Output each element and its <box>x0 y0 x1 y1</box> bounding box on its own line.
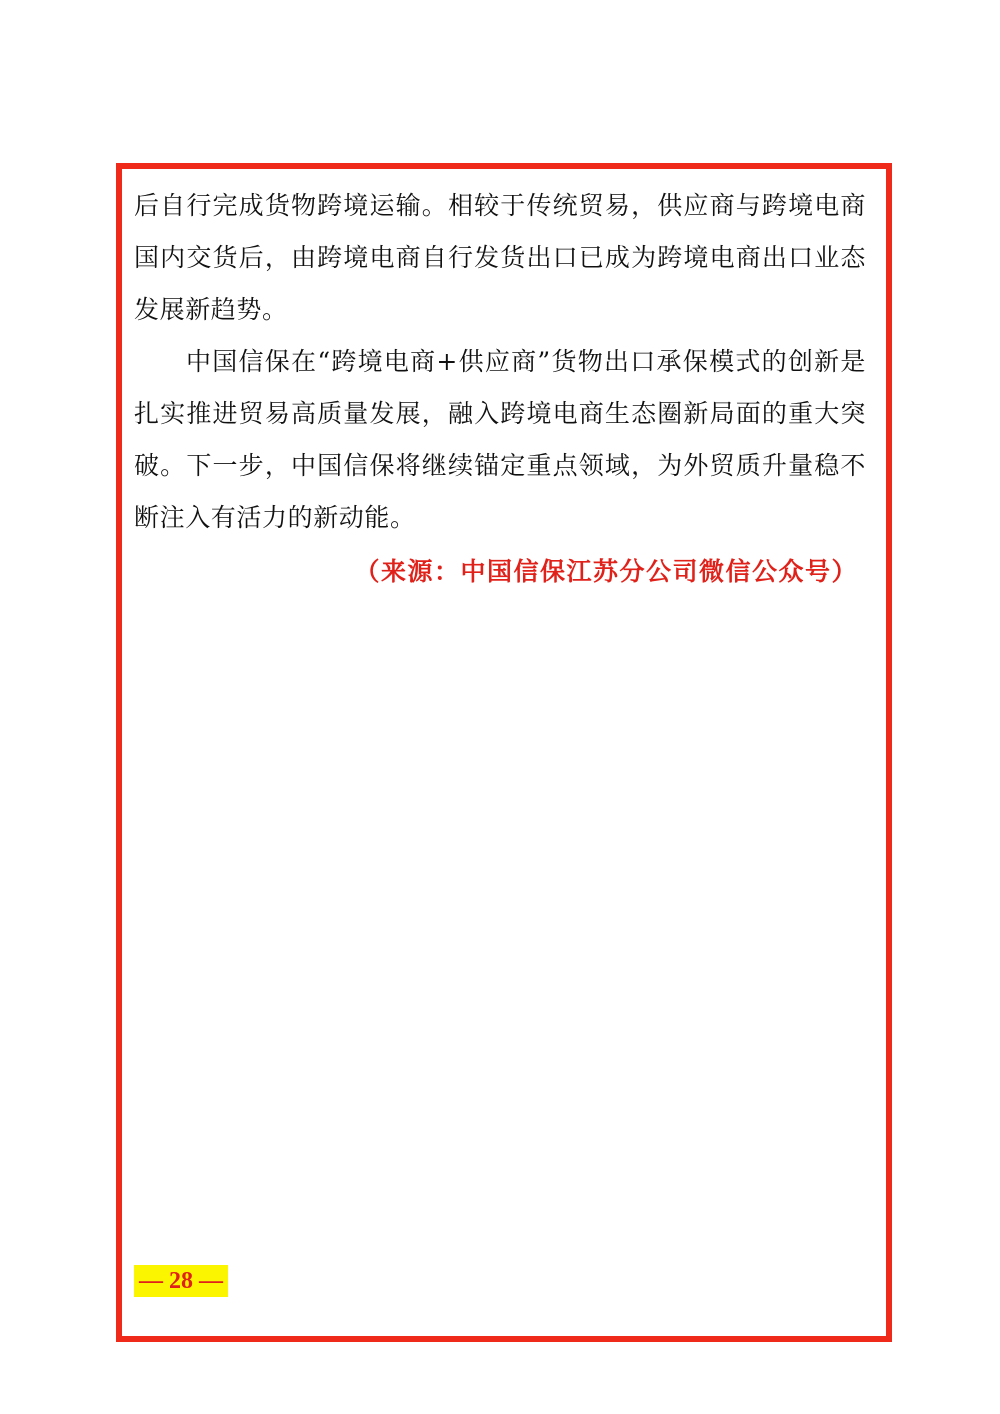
article-body <box>134 180 866 598</box>
source-attribution: （来源：中国信保江苏分公司微信公众号） <box>354 557 858 586</box>
page-number: — 28 — <box>134 1265 228 1297</box>
paragraph-continuation: 后自行完成货物跨境运输。相较于传统贸易，供应商与跨境电商国内交货后，由跨境电商自行发货出口已成为跨境电商出口业态发展新趋势。 <box>134 191 866 324</box>
paragraph-conclusion: 中国信保在“跨境电商+供应商”货物出口承保模式的创新是扎实推进贸易高质量发展，融入跨境电商生态圈新局面的重大突破。下一步，中国信保将继续锚定重点领域，为外贸质升量稳不断注入有活力的新动能。 <box>134 347 866 532</box>
